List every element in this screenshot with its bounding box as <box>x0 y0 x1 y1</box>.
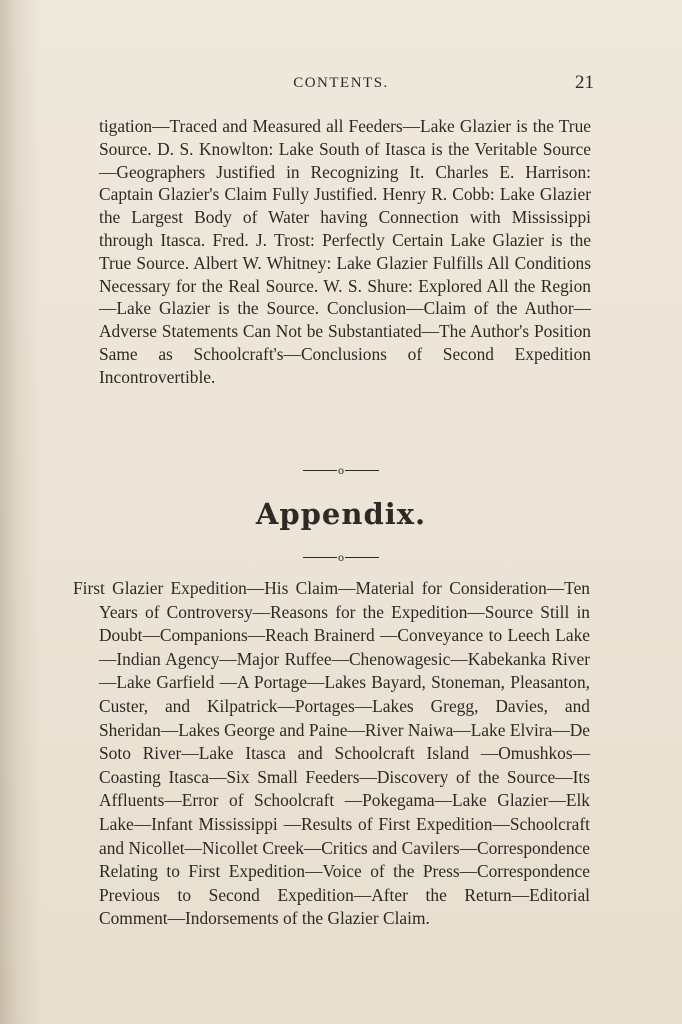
appendix-paragraph <box>73 577 590 931</box>
running-head <box>0 73 682 97</box>
page-number: 21 <box>575 72 594 93</box>
section-divider-top <box>0 462 682 477</box>
appendix-heading: Appendix. <box>255 497 427 531</box>
divider-ornament: o <box>338 550 344 565</box>
divider-rule-right <box>345 557 379 558</box>
divider-rule-left <box>303 557 337 558</box>
appendix-paragraph-text: First Glazier Expedition—His Claim—Material for Consideration—Ten Years of Controversy—Reasons for the Expedition—Source Still in Doubt—Companions—Reach Brainerd —Conveyance to Leech Lake—Indian Agency—Major Ruffee—Chenowagesic—Kabekanka River—Lake Garfield —A Portage—Lakes Bayard, Stoneman, Pleasanton, Custer, and Kilpatrick—Portages—Lakes Gregg, Davies, and Sheridan—Lakes George and Paine—River Naiwa—Lake Elvira—De Soto River—Lake Itasca and Schoolcraft Island —Omushkos—Coasting Itasca—Six Small Feeders—Discovery of the Source—Its Affluents—Error of Schoolcraft —Pokegama—Lake Glazier—Elk Lake—Infant Mississippi —Results of First Expedition—Schoolcraft and Nicollet—Nicollet Creek—Critics and Cavilers—Correspondence Relating to First Expedition—Voice of the Press—Correspondence Previous to Second Expedition—After the Return—Editorial Comment—Indorsements of the Glazier Claim. <box>73 578 590 929</box>
divider-rule-right <box>345 470 379 471</box>
divider-ornament: o <box>338 463 344 478</box>
divider-rule-left <box>303 470 337 471</box>
contents-paragraph: tigation—Traced and Measured all Feeders—Lake Glazier is the True Source. D. S. Knowlton: Lake South of Itasca is the Veritable Source—Geographers Justified in Recognizing It. Charles E. Harrison: Captain Glazier's Claim Fully Justified. Henry R. Cobb: Lake Glazier the Largest Body of Water having Connection with Mississippi through Itasca. Fred. J. Trost: Perfectly Certain Lake Glazier is the True Source. Albert W. Whitney: Lake Glazier Fulfills All Conditions Necessary for the Real Source. W. S. Shure: Explored All the Region—Lake Glazier is the Source. Conclusion—Claim of the Author—Adverse Statements Can Not be Substantiated—The Author's Position Same as Schoolcraft's—Conclusions of Second Expedition Incontrovertible. <box>99 116 591 387</box>
running-title: CONTENTS. <box>293 75 389 91</box>
section-divider-bottom <box>0 549 682 564</box>
